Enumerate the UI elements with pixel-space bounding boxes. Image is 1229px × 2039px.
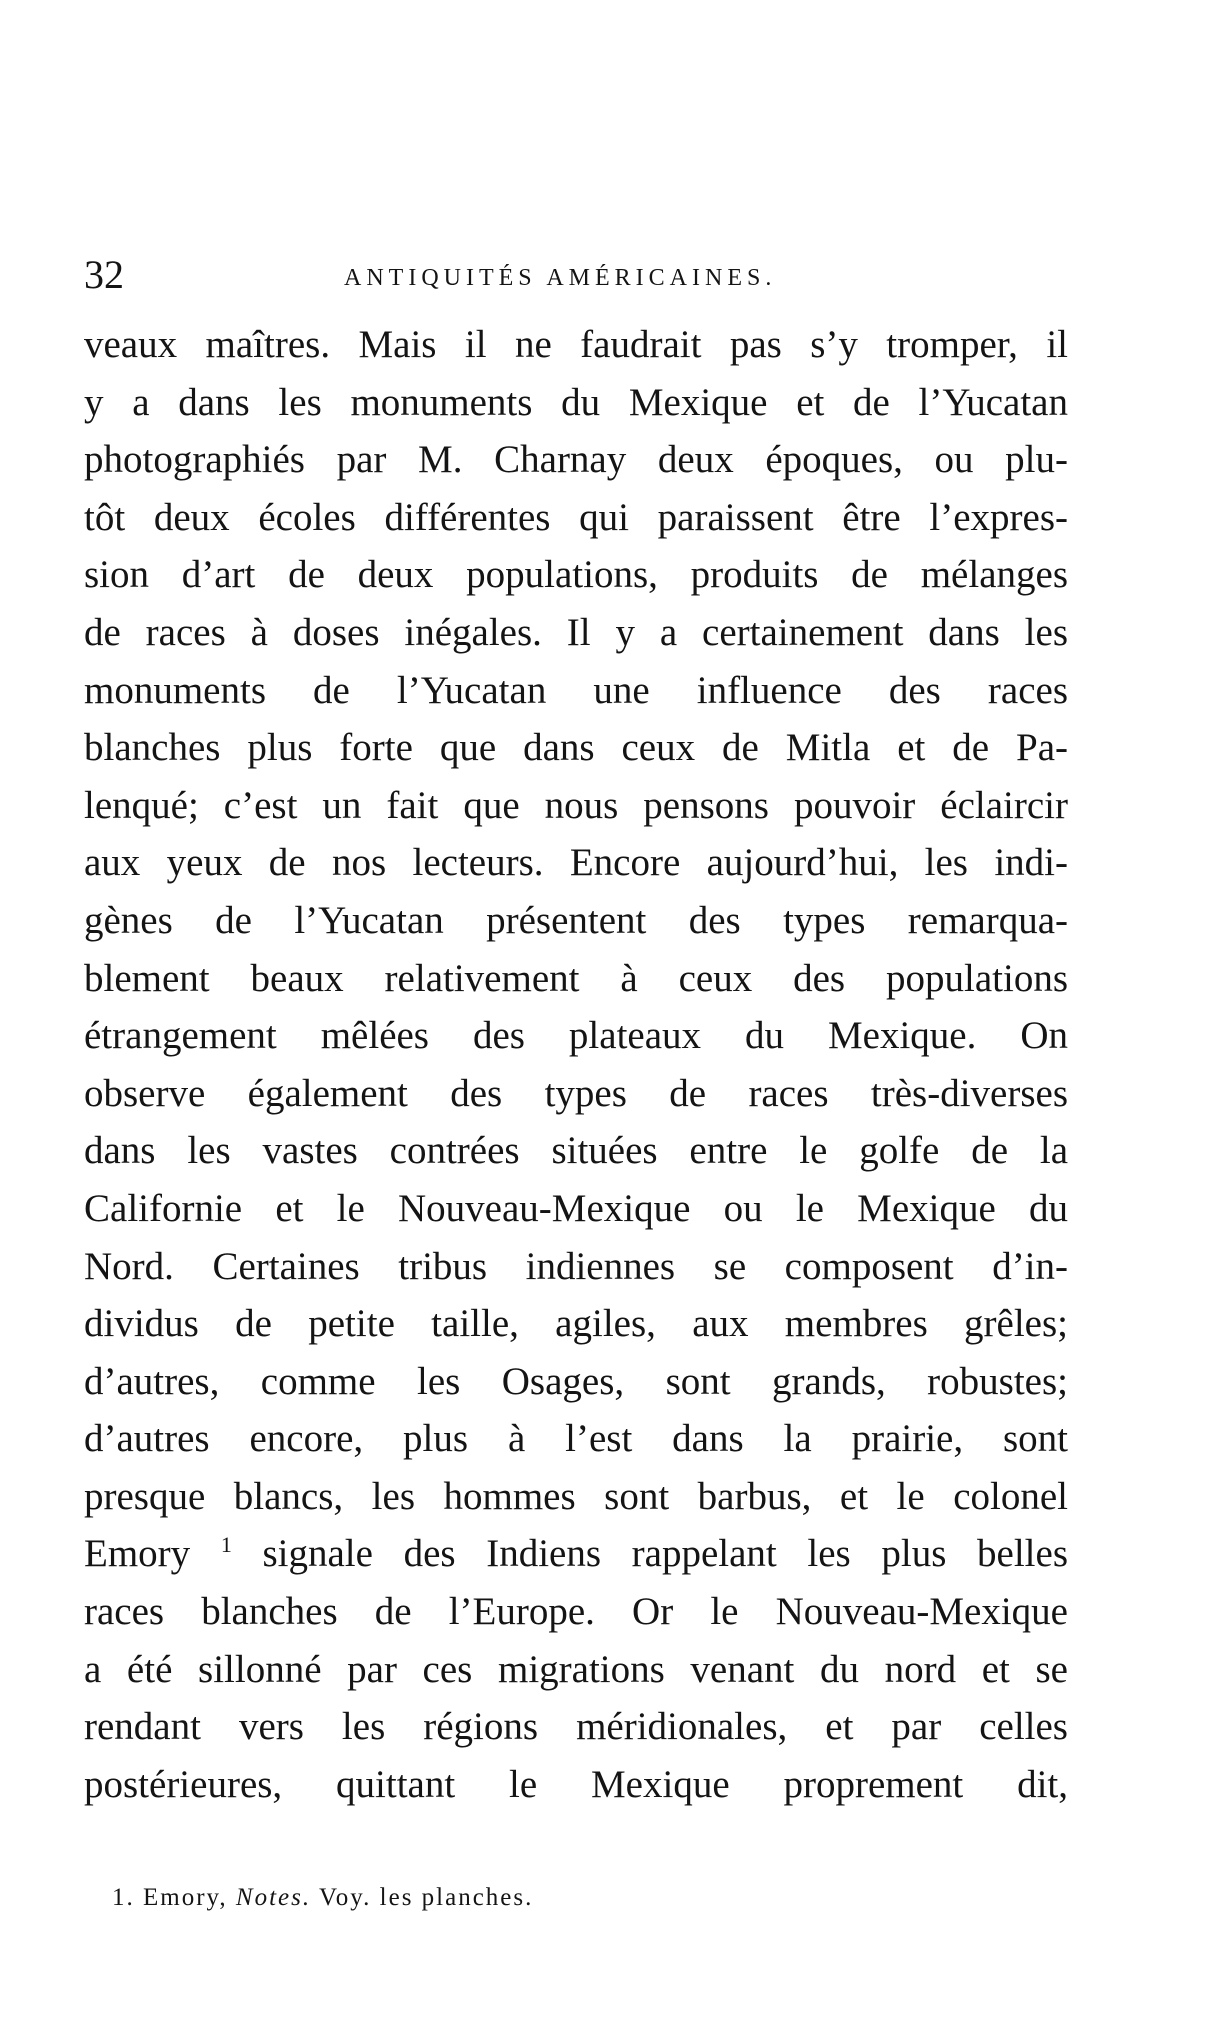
body-text xyxy=(84,316,1068,1813)
footnote xyxy=(112,1880,533,1916)
text-line: y a dans les monuments du Mexique et de l’Yucatan xyxy=(84,380,1068,424)
text-line: dividus de petite taille, agiles, aux membres grêles; xyxy=(84,1302,1068,1346)
footnote-reference[interactable]: 1 xyxy=(220,1532,232,1558)
text-line: blement beaux relativement à ceux des populations xyxy=(84,956,1068,1000)
text-line-remainder: signale des Indiens rappelant les plus belles xyxy=(262,1532,1068,1576)
text-line: observe également des types de races très-diverses xyxy=(84,1071,1068,1115)
text-line: étrangement mêlées des plateaux du Mexique. On xyxy=(84,1014,1068,1058)
text-line: aux yeux de nos lecteurs. Encore aujourd’hui, les indi- xyxy=(84,841,1068,885)
text-line: tôt deux écoles différentes qui paraissent être l’expres- xyxy=(84,495,1068,539)
text-line: veaux maîtres. Mais il ne faudrait pas s’y tromper, il xyxy=(84,323,1068,366)
text-line: a été sillonné par ces migrations venant du nord et se xyxy=(84,1647,1068,1691)
text-line: de races à doses inégales. Il y a certainement dans les xyxy=(84,610,1068,654)
text-line: photographiés par M. Charnay deux époques, ou plu- xyxy=(84,438,1068,482)
text-line: races blanches de l’Europe. Or le Nouveau-Mexique xyxy=(84,1590,1068,1634)
text-line: postérieures, quittant le Mexique proprement dit, xyxy=(84,1762,1068,1806)
footnote-number: 1. xyxy=(112,1884,135,1911)
page-number: 32 xyxy=(84,252,124,297)
text-line: sion d’art de deux populations, produits de mélanges xyxy=(84,553,1068,597)
text-line-with-note-ref xyxy=(84,1525,1068,1583)
footnote-title: Notes. xyxy=(235,1884,312,1911)
text-line: rendant vers les régions méridionales, et par celles xyxy=(84,1705,1068,1749)
text-line: d’autres encore, plus à l’est dans la prairie, sont xyxy=(84,1417,1068,1461)
text-line: monuments de l’Yucatan une influence des races xyxy=(84,668,1068,712)
text-line: presque blancs, les hommes sont barbus, et le colonel xyxy=(84,1474,1068,1518)
text-line: dans les vastes contrées situées entre le golfe de la xyxy=(84,1129,1068,1173)
emory-name: Emory xyxy=(84,1532,191,1576)
footnote-rest: Voy. les planches. xyxy=(318,1884,534,1911)
text-line: d’autres, comme les Osages, sont grands, robustes; xyxy=(84,1359,1068,1403)
text-line: Californie et le Nouveau-Mexique ou le Mexique du xyxy=(84,1186,1068,1230)
footnote-author: Emory, xyxy=(143,1884,228,1911)
text-line: blanches plus forte que dans ceux de Mitla et de Pa- xyxy=(84,726,1068,770)
text-line: Nord. Certaines tribus indiennes se composent d’in- xyxy=(84,1244,1068,1288)
text-line: lenqué; c’est un fait que nous pensons pouvoir éclaircir xyxy=(84,783,1068,827)
running-head xyxy=(84,250,1068,300)
running-title: ANTIQUITÉS AMÉRICAINES. xyxy=(344,265,777,291)
text-line: gènes de l’Yucatan présentent des types remarqua- xyxy=(84,898,1068,942)
